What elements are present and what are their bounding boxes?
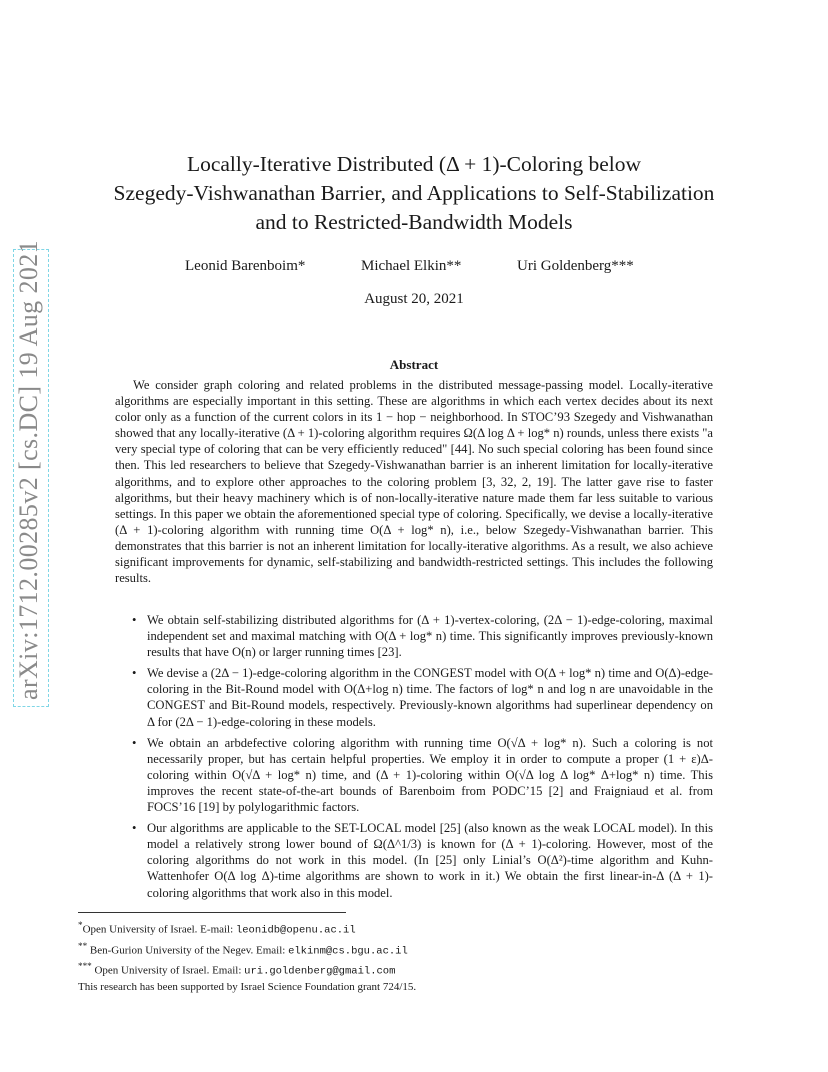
title-line-3: and to Restricted-Bandwidth Models [255,210,573,234]
result-item: • We obtain self-stabilizing distributed algorithms for (Δ + 1)-vertex-coloring, (2Δ − 1)-edge-coloring, maximal independent set and maximal matching with O(Δ + log* n) time. This significantly improves previously-known results that have O(n) or larger running times [23]. [132,613,713,660]
title-line-2: Szegedy-Vishwanathan Barrier, and Applications to Self-Stabilization [113,181,715,205]
footnote-2: ** Ben-Gurion University of the Negev. Email: elkinm@cs.bgu.ac.il [78,940,408,958]
author-1: Leonid Barenboim* [185,258,306,274]
funding-note: This research has been supported by Israel Science Foundation grant 724/15. [78,980,417,993]
email-link[interactable]: uri.goldenberg@gmail.com [244,965,396,978]
result-text: We devise a (2Δ − 1)-edge-coloring algorithm in the CONGEST model with O(Δ + log* n) time and O(Δ)-edge-coloring in the Bit-Round model with O(Δ+log n) time. The factors of log* n and log n are unavoidable in the CONGEST and Bit-Round models, respectively. Previously-known algorithms had superlinear dependency on Δ for (2Δ − 1)-edge-coloring in these models. [147,666,713,729]
result-text: We obtain self-stabilizing distributed algorithms for (Δ + 1)-vertex-coloring, (2Δ − 1)-edge-coloring, maximal independent set and maximal matching with O(Δ + log* n) time. This significantly improves previously-known results that have O(n) or larger running times [23]. [147,613,713,660]
footnote-1: *Open University of Israel. E-mail: leonidb@openu.ac.il [78,920,356,937]
result-text: We obtain an arbdefective coloring algorithm with running time O(√Δ + log* n). Such a coloring is not necessarily proper, but has certain helpful properties. We employ it in order to compute a proper (1 + ε)Δ-coloring within O(√Δ + log* n) time, and (Δ + 1)-coloring within O(√Δ log Δ log* Δ+log* n) time. This improves the recent state-of-the-art bounds of Barenboim from PODC’15 [2] and Fraigniaud et al. from FOCS’16 [19] by polylogarithmic factors. [147,735,713,815]
author-3: Uri Goldenberg*** [517,258,634,274]
result-item: • We devise a (2Δ − 1)-edge-coloring algorithm in the CONGEST model with O(Δ + log* n) time and O(Δ)-edge-coloring in the Bit-Round model with O(Δ+log n) time. The factors of log* n and log n are unavoidable in the CONGEST and Bit-Round models, respectively. Previously-known algorithms had superlinear dependency on Δ for (2Δ − 1)-edge-coloring in these models. [132,666,713,729]
footnote-rule [78,912,346,913]
footnotes [78,918,758,995]
email-link[interactable]: leonidb@openu.ac.il [235,924,356,937]
author-2: Michael Elkin** [361,258,462,274]
result-item: • We obtain an arbdefective coloring algorithm with running time O(√Δ + log* n). Such a coloring is not necessarily proper, but has certain helpful properties. We employ it in order to compute a proper (1 + ε)Δ-coloring within O(√Δ + log* n) time, and (Δ + 1)-coloring within O(√Δ log Δ log* Δ+log* n) time. This improves the recent state-of-the-art bounds of Barenboim from PODC’15 [2] and Fraigniaud et al. from FOCS’16 [19] by polylogarithmic factors. [132,735,713,815]
paper-date: August 20, 2021 [364,291,464,307]
results-list [115,612,713,906]
arxiv-identifier[interactable]: arXiv:1712.00285v2 [cs.DC] 19 Aug 2021 [14,239,43,700]
paper-title [60,150,768,237]
abstract-heading: Abstract [389,357,439,372]
title-line-1: Locally-Iterative Distributed (Δ + 1)-Coloring below [186,152,642,176]
result-item: • Our algorithms are applicable to the SET-LOCAL model [25] (also known as the weak LOCAL model). In this model a relatively strong lower bound of Ω(Δ^1/3) is known for (Δ + 1)-coloring. However, most of the coloring algorithms do not work in this model. (In [25] only Linial’s O(Δ²)-time algorithm and Kuhn-Wattenhofer O(Δ log Δ)-time algorithms are shown to work in it.) We obtain the first linear-in-Δ (Δ + 1)-coloring algorithms that work also in this model. [132,821,713,900]
email-link[interactable]: elkinm@cs.bgu.ac.il [288,945,408,958]
footnote-3: *** Open University of Israel. Email: uri.goldenberg@gmail.com [78,961,396,978]
result-text: Our algorithms are applicable to the SET-LOCAL model [25] (also known as the weak LOCAL model). In this model a relatively strong lower bound of Ω(Δ^1/3) is known for (Δ + 1)-coloring. However, most of the coloring algorithms do not work in this model. (In [25] only Linial’s O(Δ²)-time algorithm and Kuhn-Wattenhofer O(Δ log Δ)-time algorithms are shown to work in it.) We obtain the first linear-in-Δ (Δ + 1)-coloring algorithms that work also in this model. [147,821,713,900]
abstract-body: We consider graph coloring and related problems in the distributed message-passing model. Locally-iterative algorithms are especially important in this setting. These are algorithms in which each vertex decides about its next color only as a function of the current colors in its 1 − hop − neighborhood. In STOC’93 Szegedy and Vishwanathan showed that any locally-iterative (Δ + 1)-coloring algorithm requires Ω(Δ log Δ + log* n) rounds, unless there exists "a very special type of coloring that can be very efficiently reduced" [44]. No such special coloring has been found since then. This led researchers to believe that Szegedy-Vishwanathan barrier is an inherent limitation for locally-iterative algorithms, and to explore other approaches to the coloring problem [3, 32, 2, 19]. The latter gave rise to faster algorithms, but their heavy machinery which is of non-locally-iterative nature made them far less suitable to various settings. In this paper we obtain the aforementioned special type of coloring. Specifically, we devise a locally-iterative (Δ + 1)-coloring algorithm with running time O(Δ + log* n), i.e., below Szegedy-Vishwanathan barrier. This demonstrates that this barrier is not an inherent limitation for locally-iterative algorithms. As a result, we also achieve significant improvements for dynamic, self-stabilizing and bandwidth-restricted settings. This includes the following results. [115,378,713,586]
